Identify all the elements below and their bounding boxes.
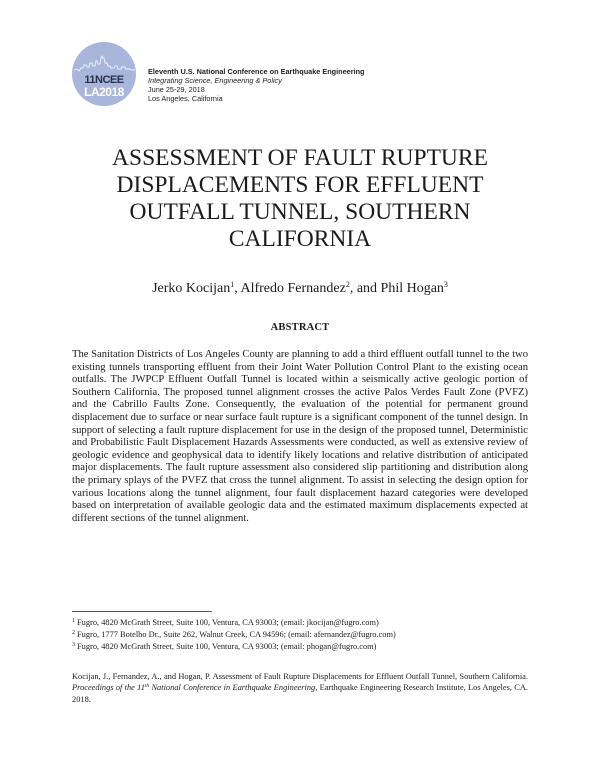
footnotes [72,617,532,654]
footnote-item [72,629,532,641]
footnote-text: Fugro, 1777 Botelho Dr., Suite 262, Walnut Creek, CA 94596; (email: afernandez@fugro.com) [77,630,396,640]
skyline-icon [72,54,136,76]
footnote-number: 1 [72,618,75,624]
logo-text-la2018: LA2018 [84,85,124,99]
footnote-item [72,617,532,629]
title-line: DISPLACEMENTS FOR EFFLUENT [116,172,484,198]
footnote-number: 2 [72,630,75,637]
title-line: CALIFORNIA [228,226,372,252]
author-separator: , and [349,281,381,296]
logo-text-ncee: 11NCEE [84,74,124,86]
conference-tagline: Integrating Science, Engineering & Policy [148,76,282,85]
footnote-text: Fugro, 4820 McGrath Street, Suite 100, Ventura, CA 93003; (email: jkocijan@fugro.com) [77,618,379,627]
citation-proceedings [72,683,315,692]
conference-location: Los Angeles, California [148,94,223,103]
footnote-number: 3 [72,642,75,649]
author-name: Phil Hogan [380,281,444,296]
conference-dates: June 25-29, 2018 [148,85,205,94]
conference-info [148,67,365,103]
citation-ordinal: th [144,683,150,690]
paper-title [60,145,540,253]
citation-tail: , Earthquake Engineering Research Institute, Los Angeles, CA. 2018. [72,683,528,704]
author-separator: , [234,281,241,296]
footnote-divider [72,611,212,612]
footnote-item [72,641,532,653]
abstract-text: The Sanitation Districts of Los Angeles County are planning to add a third effluent outfall tunnel to the two existing tunnels transporting effluent from their Joint Water Pollution Control Plant to the existing ocean outfalls. The JWPCP Effluent Outfall Tunnel is located within a seismically active geologic portion of Southern California. The proposed tunnel alignment crosses the active Palos Verdes Fault Zone (PVFZ) and the Cabrillo Faults Zone. Consequently, the evaluation of the potential for permanent ground displacement due to surface or near surface fault rupture is a significant component of the tunnel design. In support of selecting a fault rupture displacement for use in the design of the proposed tunnel, Deterministic and Probabilistic Fault Displacement Hazards Assessments were conducted, as well as extensive review of geologic evidence and geophysical data to identify likely locations and relative distribution of anticipated major displacements. The fault rupture assessment also considered slip partitioning and distribution along the primary splays of the PVFZ that cross the tunnel alignment. To assist in selecting the design option for various locations along the tunnel alignment, four fault displacement hazard categories were developed based on interpretation of available geologic data and the estimated maximum displacements expected at different sections of the tunnel alignment. [72,349,528,524]
author-name: Jerko Kocijan [152,281,231,296]
author-affiliation-marker: 2 [345,280,350,289]
author-affiliation-marker: 1 [230,280,235,289]
title-line: OUTFALL TUNNEL, SOUTHERN [129,199,471,225]
author-affiliation-marker: 3 [443,280,448,289]
conference-name: Eleventh U.S. National Conference on Earthquake Engineering [148,67,365,76]
title-line: ASSESSMENT OF FAULT RUPTURE [112,145,488,171]
citation-proceedings-pre: Proceedings of the 11 [72,683,145,693]
author-name: Alfredo Fernandez [240,281,346,296]
citation-proceedings-post: National Conference in Earthquake Engineering [149,683,316,693]
conference-logo [72,42,136,106]
author-list [60,281,540,297]
footnote-text: Fugro, 4820 McGrath Street, Suite 100, Ventura, CA 93003; (email: phogan@fugro.com) [77,642,377,652]
abstract-heading: ABSTRACT [270,322,330,333]
citation [72,671,528,705]
citation-lead: Kocijan, J., Fernandez, A., and Hogan, P. Assessment of Fault Rupture Displacements for Effluent Outfall Tunnel, Southern California. [72,672,528,681]
